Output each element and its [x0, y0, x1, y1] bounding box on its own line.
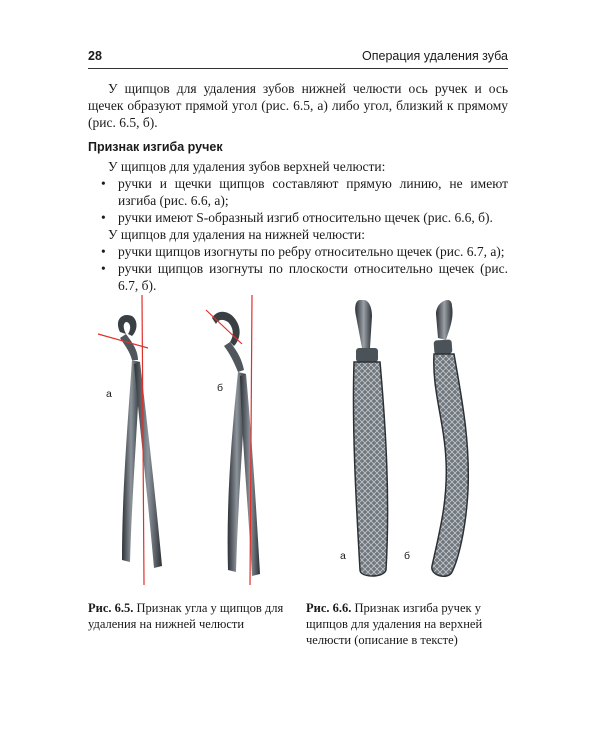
forceps-straight [353, 300, 387, 576]
upper-jaw-intro: У щипцов для удаления зубов верхней челюсти: [108, 159, 386, 174]
bullet-item [101, 175, 508, 209]
figure-label-a: а [106, 388, 112, 400]
figure-label-b: б [217, 382, 224, 394]
lower-jaw-intro: У щипцов для удаления на нижней челюсти: [108, 227, 365, 242]
header-rule [88, 68, 508, 69]
figure-label-b: б [404, 550, 411, 562]
forceps-upper-jaw-image [320, 290, 510, 590]
caption-text: Признак угла у щипцов для удаления на нижней челюсти [88, 601, 284, 631]
bullet-text: ручки и щечки щипцов составляют прямую линию, не имеют изгиба (рис. 6.6, а); [118, 176, 508, 208]
bullet-icon: • [101, 244, 106, 259]
bullet-item [101, 209, 508, 226]
bullet-item [101, 260, 508, 294]
figure-label-a: а [340, 550, 346, 562]
caption-ref: Рис. 6.6. [306, 601, 352, 615]
bullet-text: ручки щипцов изогнуты по ребру относительно щечек (рис. 6.7, а); [118, 244, 505, 259]
chapter-title: Операция удаления зуба [362, 49, 508, 63]
page-header [88, 49, 508, 67]
bullet-icon: • [101, 210, 106, 225]
forceps-a [98, 295, 162, 585]
forceps-s-curved [432, 300, 468, 576]
bullet-icon: • [101, 176, 106, 191]
bullet-item [101, 243, 508, 260]
paragraph-angle-sign: У щипцов для удаления зубов нижней челюсти ось ручек и ось щечек образуют прямой угол (рис. 6.5, а) либо угол, близкий к прямому (рис. 6.5, б). [88, 81, 508, 130]
bullet-text: ручки щипцов изогнуты по плоскости относительно щечек (рис. 6.7, б). [118, 261, 508, 293]
section-heading: Признак изгиба ручек [88, 140, 223, 154]
caption-figure-6-6 [306, 600, 510, 648]
forceps-lower-jaw-image [92, 290, 292, 590]
caption-ref: Рис. 6.5. [88, 601, 134, 615]
figure-6-6 [320, 290, 510, 590]
caption-text: Признак изгиба ручек у щипцов для удаления на верхней челюсти (описание в тексте) [306, 601, 483, 647]
page-number: 28 [88, 49, 102, 63]
bullet-icon: • [101, 261, 106, 276]
forceps-b [206, 295, 260, 585]
bullet-text: ручки имеют S-образный изгиб относительно щечек (рис. 6.6, б). [118, 210, 493, 225]
caption-figure-6-5 [88, 600, 293, 632]
figure-6-5 [92, 290, 292, 590]
